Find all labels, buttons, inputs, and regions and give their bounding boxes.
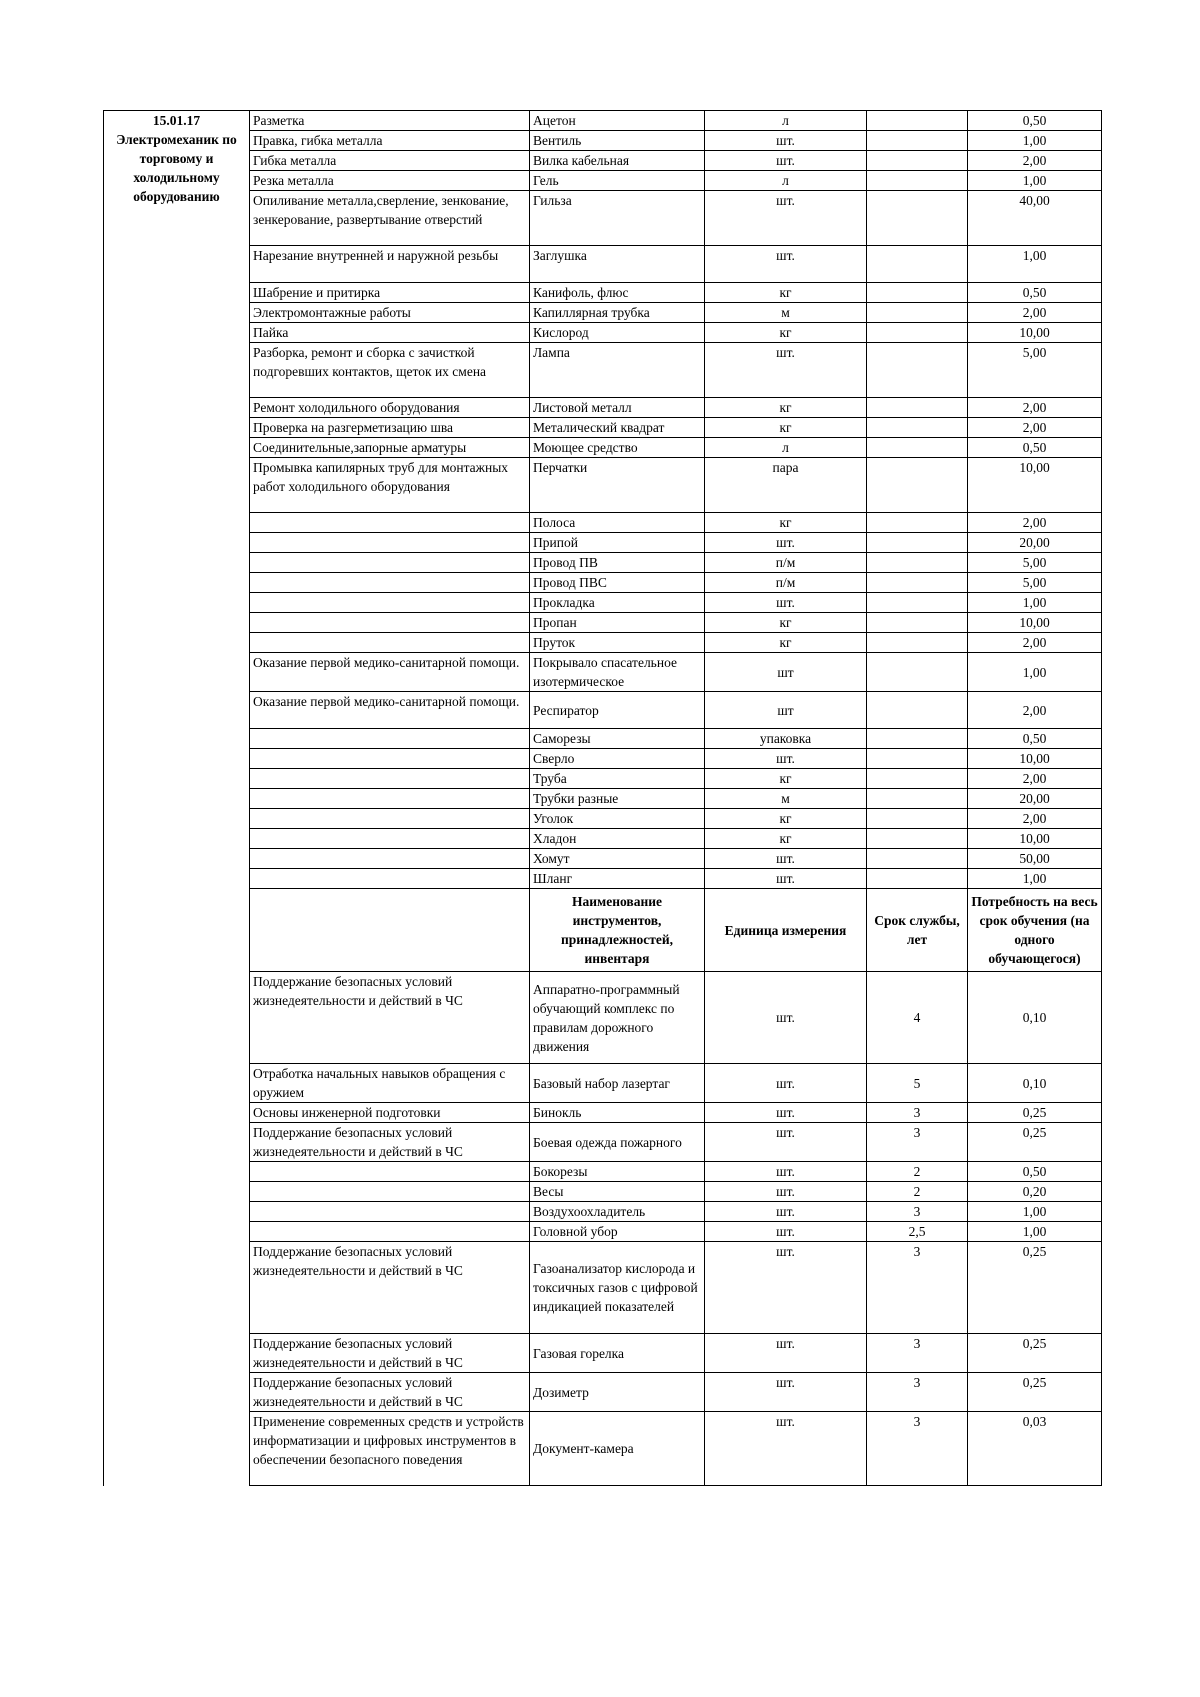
need-cell: 2,00: [968, 633, 1102, 653]
life-cell: [867, 633, 968, 653]
life-cell: [867, 151, 968, 171]
item-cell: Базовый набор лазертаг: [530, 1064, 705, 1103]
life-cell: [867, 653, 968, 692]
specialty-name-line: Электромеханик по: [116, 132, 237, 147]
need-cell: 0,20: [968, 1182, 1102, 1202]
unit-cell: шт.: [705, 593, 867, 613]
life-cell: [867, 418, 968, 438]
tools-header-row: [104, 889, 1102, 972]
item-cell: Шланг: [530, 869, 705, 889]
work-cell: [250, 1182, 530, 1202]
item-cell: Припой: [530, 533, 705, 553]
need-cell: 0,03: [968, 1412, 1102, 1486]
material-row: [104, 613, 1102, 633]
work-cell: [250, 809, 530, 829]
tool-row: [104, 1373, 1102, 1412]
unit-cell: шт.: [705, 869, 867, 889]
tool-row: [104, 1222, 1102, 1242]
item-cell: Вилка кабельная: [530, 151, 705, 171]
work-cell: [250, 1162, 530, 1182]
header-item-cell: Наименование инструментов, принадлежностей, инвентаря: [530, 889, 705, 972]
work-cell: Разборка, ремонт и сборка с зачисткой подгоревших контактов, щеток их смена: [250, 343, 530, 398]
item-cell: Бинокль: [530, 1103, 705, 1123]
need-cell: 1,00: [968, 869, 1102, 889]
unit-cell: шт.: [705, 1412, 867, 1486]
life-cell: 3: [867, 1123, 968, 1162]
need-cell: 0,25: [968, 1103, 1102, 1123]
unit-cell: кг: [705, 418, 867, 438]
item-cell: Листовой металл: [530, 398, 705, 418]
unit-cell: шт.: [705, 1162, 867, 1182]
material-row: [104, 633, 1102, 653]
work-cell: Правка, гибка металла: [250, 131, 530, 151]
unit-cell: пара: [705, 458, 867, 513]
material-row: [104, 111, 1102, 131]
need-cell: 5,00: [968, 553, 1102, 573]
material-row: [104, 151, 1102, 171]
life-cell: [867, 769, 968, 789]
need-cell: 2,00: [968, 513, 1102, 533]
item-cell: Головной убор: [530, 1222, 705, 1242]
material-row: [104, 458, 1102, 513]
work-cell: Гибка металла: [250, 151, 530, 171]
work-cell: Поддержание безопасных условий жизнедеятельности и действий в ЧС: [250, 1334, 530, 1373]
material-row: [104, 303, 1102, 323]
unit-cell: шт.: [705, 1103, 867, 1123]
need-cell: 1,00: [968, 653, 1102, 692]
specialty-code: 15.01.17: [152, 113, 201, 128]
life-cell: [867, 438, 968, 458]
material-row: [104, 692, 1102, 729]
life-cell: [867, 246, 968, 283]
item-cell: Респиратор: [530, 692, 705, 729]
need-cell: 0,10: [968, 1064, 1102, 1103]
item-cell: Саморезы: [530, 729, 705, 749]
item-cell: Гильза: [530, 191, 705, 246]
material-row: [104, 593, 1102, 613]
work-cell: [250, 593, 530, 613]
unit-cell: кг: [705, 323, 867, 343]
need-cell: 0,10: [968, 972, 1102, 1064]
item-cell: Пруток: [530, 633, 705, 653]
item-cell: Вентиль: [530, 131, 705, 151]
unit-cell: упаковка: [705, 729, 867, 749]
work-cell: Опиливание металла,сверление, зенкование, зенкерование, развертывание отверстий: [250, 191, 530, 246]
work-cell: Разметка: [250, 111, 530, 131]
item-cell: Пропан: [530, 613, 705, 633]
material-row: [104, 513, 1102, 533]
header-unit-cell: Единица измерения: [705, 889, 867, 972]
unit-cell: шт: [705, 653, 867, 692]
item-cell: Хомут: [530, 849, 705, 869]
need-cell: 10,00: [968, 323, 1102, 343]
life-cell: [867, 593, 968, 613]
tool-row: [104, 1162, 1102, 1182]
need-cell: 0,50: [968, 283, 1102, 303]
work-cell: Поддержание безопасных условий жизнедеятельности и действий в ЧС: [250, 1242, 530, 1334]
work-cell: [250, 1222, 530, 1242]
life-cell: [867, 692, 968, 729]
unit-cell: кг: [705, 398, 867, 418]
item-cell: Провод ПВС: [530, 573, 705, 593]
life-cell: [867, 749, 968, 769]
material-row: [104, 729, 1102, 749]
life-cell: [867, 849, 968, 869]
work-cell: Поддержание безопасных условий жизнедеятельности и действий в ЧС: [250, 1123, 530, 1162]
unit-cell: м: [705, 789, 867, 809]
life-cell: 5: [867, 1064, 968, 1103]
work-cell: Соединительные,запорные арматуры: [250, 438, 530, 458]
need-cell: 0,50: [968, 729, 1102, 749]
work-cell: Нарезание внутренней и наружной резьбы: [250, 246, 530, 283]
need-cell: 20,00: [968, 533, 1102, 553]
need-cell: 50,00: [968, 849, 1102, 869]
need-cell: 2,00: [968, 151, 1102, 171]
unit-cell: кг: [705, 633, 867, 653]
need-cell: 10,00: [968, 613, 1102, 633]
work-cell: [250, 829, 530, 849]
need-cell: 2,00: [968, 418, 1102, 438]
work-cell: [250, 869, 530, 889]
life-cell: 2,5: [867, 1222, 968, 1242]
need-cell: 0,25: [968, 1334, 1102, 1373]
work-cell: [250, 533, 530, 553]
material-row: [104, 323, 1102, 343]
tool-row: [104, 1412, 1102, 1486]
unit-cell: шт.: [705, 1123, 867, 1162]
material-row: [104, 809, 1102, 829]
unit-cell: шт.: [705, 1334, 867, 1373]
material-row: [104, 418, 1102, 438]
unit-cell: шт: [705, 692, 867, 729]
material-row: [104, 438, 1102, 458]
life-cell: 3: [867, 1103, 968, 1123]
life-cell: [867, 323, 968, 343]
need-cell: 2,00: [968, 398, 1102, 418]
life-cell: 2: [867, 1162, 968, 1182]
item-cell: Боевая одежда пожарного: [530, 1123, 705, 1162]
work-cell: [250, 769, 530, 789]
unit-cell: п/м: [705, 573, 867, 593]
tool-row: [104, 1123, 1102, 1162]
life-cell: 3: [867, 1202, 968, 1222]
unit-cell: п/м: [705, 553, 867, 573]
unit-cell: шт.: [705, 533, 867, 553]
requirements-table: [103, 110, 1102, 1486]
item-cell: Воздухоохладитель: [530, 1202, 705, 1222]
item-cell: Прокладка: [530, 593, 705, 613]
item-cell: Бокорезы: [530, 1162, 705, 1182]
material-row: [104, 191, 1102, 246]
tool-row: [104, 1103, 1102, 1123]
unit-cell: шт.: [705, 1222, 867, 1242]
item-cell: Газовая горелка: [530, 1334, 705, 1373]
unit-cell: шт.: [705, 151, 867, 171]
need-cell: 2,00: [968, 692, 1102, 729]
need-cell: 0,25: [968, 1242, 1102, 1334]
life-cell: [867, 191, 968, 246]
work-cell: Промывка капилярных труб для монтажных работ холодильного оборудования: [250, 458, 530, 513]
life-cell: [867, 613, 968, 633]
work-cell: [250, 1202, 530, 1222]
life-cell: 3: [867, 1412, 968, 1486]
work-cell: [250, 573, 530, 593]
item-cell: Полоса: [530, 513, 705, 533]
item-cell: Перчатки: [530, 458, 705, 513]
unit-cell: л: [705, 171, 867, 191]
unit-cell: шт.: [705, 343, 867, 398]
unit-cell: шт.: [705, 131, 867, 151]
work-cell: [250, 849, 530, 869]
item-cell: Документ-камера: [530, 1412, 705, 1486]
need-cell: 2,00: [968, 769, 1102, 789]
unit-cell: кг: [705, 809, 867, 829]
work-cell: [250, 729, 530, 749]
need-cell: 40,00: [968, 191, 1102, 246]
tool-row: [104, 972, 1102, 1064]
item-cell: Дозиметр: [530, 1373, 705, 1412]
unit-cell: шт.: [705, 749, 867, 769]
item-cell: Моющее средство: [530, 438, 705, 458]
material-row: [104, 246, 1102, 283]
unit-cell: шт.: [705, 1182, 867, 1202]
life-cell: [867, 729, 968, 749]
work-cell: Резка металла: [250, 171, 530, 191]
unit-cell: м: [705, 303, 867, 323]
material-row: [104, 849, 1102, 869]
need-cell: 1,00: [968, 1202, 1102, 1222]
life-cell: 4: [867, 972, 968, 1064]
life-cell: [867, 171, 968, 191]
need-cell: 1,00: [968, 131, 1102, 151]
life-cell: 3: [867, 1373, 968, 1412]
tool-row: [104, 1064, 1102, 1103]
item-cell: Лампа: [530, 343, 705, 398]
item-cell: Аппаратно-программный обучающий комплекс по правилам дорожного движения: [530, 972, 705, 1064]
life-cell: [867, 553, 968, 573]
need-cell: 0,50: [968, 111, 1102, 131]
item-cell: Сверло: [530, 749, 705, 769]
material-row: [104, 573, 1102, 593]
work-cell: Поддержание безопасных условий жизнедеятельности и действий в ЧС: [250, 1373, 530, 1412]
item-cell: Заглушка: [530, 246, 705, 283]
unit-cell: шт.: [705, 246, 867, 283]
life-cell: 3: [867, 1334, 968, 1373]
life-cell: [867, 809, 968, 829]
unit-cell: кг: [705, 769, 867, 789]
life-cell: [867, 829, 968, 849]
need-cell: 0,25: [968, 1373, 1102, 1412]
item-cell: Покрывало спасательное изотермическое: [530, 653, 705, 692]
need-cell: 20,00: [968, 789, 1102, 809]
unit-cell: шт.: [705, 849, 867, 869]
specialty-name-line: оборудованию: [133, 189, 220, 204]
life-cell: [867, 869, 968, 889]
header-life-cell: Срок службы, лет: [867, 889, 968, 972]
work-cell: Поддержание безопасных условий жизнедеятельности и действий в ЧС: [250, 972, 530, 1064]
material-row: [104, 398, 1102, 418]
work-cell: Электромонтажные работы: [250, 303, 530, 323]
work-cell: Проверка на разгерметизацию шва: [250, 418, 530, 438]
life-cell: [867, 131, 968, 151]
material-row: [104, 131, 1102, 151]
unit-cell: кг: [705, 283, 867, 303]
material-row: [104, 283, 1102, 303]
work-cell: Основы инженерной подготовки: [250, 1103, 530, 1123]
material-row: [104, 343, 1102, 398]
material-row: [104, 171, 1102, 191]
work-cell: [250, 613, 530, 633]
life-cell: 3: [867, 1242, 968, 1334]
unit-cell: шт.: [705, 972, 867, 1064]
item-cell: Весы: [530, 1182, 705, 1202]
header-work-cell: [250, 889, 530, 972]
material-row: [104, 553, 1102, 573]
work-cell: Пайка: [250, 323, 530, 343]
need-cell: 5,00: [968, 343, 1102, 398]
specialty-name-line: холодильному: [133, 170, 220, 185]
work-cell: [250, 789, 530, 809]
header-need-cell: Потребность на весь срок обучения (на одного обучающегося): [968, 889, 1102, 972]
material-row: [104, 769, 1102, 789]
work-cell: [250, 513, 530, 533]
material-row: [104, 829, 1102, 849]
unit-cell: кг: [705, 513, 867, 533]
work-cell: Применение современных средств и устройств информатизации и цифровых инструментов в обеспечении безопасного поведения: [250, 1412, 530, 1486]
life-cell: [867, 573, 968, 593]
item-cell: Ацетон: [530, 111, 705, 131]
unit-cell: шт.: [705, 191, 867, 246]
specialty-cell: [104, 111, 250, 1486]
need-cell: 2,00: [968, 303, 1102, 323]
need-cell: 1,00: [968, 171, 1102, 191]
specialty-name-line: торговому и: [139, 151, 214, 166]
work-cell: Оказание первой медико-санитарной помощи.: [250, 692, 530, 729]
life-cell: [867, 458, 968, 513]
unit-cell: шт.: [705, 1202, 867, 1222]
tool-row: [104, 1242, 1102, 1334]
material-row: [104, 653, 1102, 692]
item-cell: Провод ПВ: [530, 553, 705, 573]
life-cell: [867, 789, 968, 809]
material-row: [104, 869, 1102, 889]
unit-cell: кг: [705, 829, 867, 849]
life-cell: [867, 513, 968, 533]
life-cell: [867, 533, 968, 553]
unit-cell: шт.: [705, 1242, 867, 1334]
life-cell: 2: [867, 1182, 968, 1202]
need-cell: 5,00: [968, 573, 1102, 593]
life-cell: [867, 111, 968, 131]
life-cell: [867, 283, 968, 303]
need-cell: 1,00: [968, 1222, 1102, 1242]
work-cell: Шабрение и притирка: [250, 283, 530, 303]
need-cell: 0,50: [968, 438, 1102, 458]
item-cell: Кислород: [530, 323, 705, 343]
unit-cell: кг: [705, 613, 867, 633]
work-cell: Ремонт холодильного оборудования: [250, 398, 530, 418]
item-cell: Труба: [530, 769, 705, 789]
need-cell: 0,50: [968, 1162, 1102, 1182]
life-cell: [867, 398, 968, 418]
need-cell: 1,00: [968, 593, 1102, 613]
work-cell: Отработка начальных навыков обращения с оружием: [250, 1064, 530, 1103]
work-cell: [250, 749, 530, 769]
need-cell: 2,00: [968, 809, 1102, 829]
need-cell: 1,00: [968, 246, 1102, 283]
material-row: [104, 749, 1102, 769]
material-row: [104, 533, 1102, 553]
life-cell: [867, 343, 968, 398]
unit-cell: л: [705, 438, 867, 458]
item-cell: Газоанализатор кислорода и токсичных газов с цифровой индикацией показателей: [530, 1242, 705, 1334]
need-cell: 10,00: [968, 458, 1102, 513]
work-cell: [250, 553, 530, 573]
need-cell: 10,00: [968, 749, 1102, 769]
material-row: [104, 789, 1102, 809]
unit-cell: шт.: [705, 1373, 867, 1412]
item-cell: Капиллярная трубка: [530, 303, 705, 323]
need-cell: 0,25: [968, 1123, 1102, 1162]
unit-cell: шт.: [705, 1064, 867, 1103]
life-cell: [867, 303, 968, 323]
item-cell: Металический квадрат: [530, 418, 705, 438]
item-cell: Гель: [530, 171, 705, 191]
unit-cell: л: [705, 111, 867, 131]
tool-row: [104, 1202, 1102, 1222]
work-cell: [250, 633, 530, 653]
item-cell: Уголок: [530, 809, 705, 829]
item-cell: Трубки разные: [530, 789, 705, 809]
tool-row: [104, 1182, 1102, 1202]
tool-row: [104, 1334, 1102, 1373]
item-cell: Канифоль, флюс: [530, 283, 705, 303]
item-cell: Хладон: [530, 829, 705, 849]
work-cell: Оказание первой медико-санитарной помощи.: [250, 653, 530, 692]
need-cell: 10,00: [968, 829, 1102, 849]
